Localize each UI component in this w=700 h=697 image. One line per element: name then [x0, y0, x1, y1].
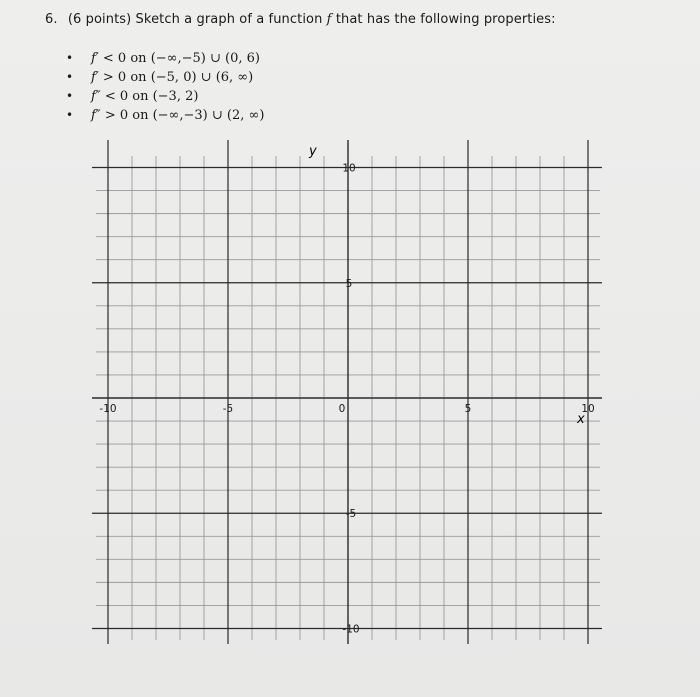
x-tick-label: -10 [99, 403, 117, 415]
y-tick-label: 10 [342, 162, 356, 175]
x-tick-label: 10 [581, 403, 595, 415]
property-relation: > 0 on [102, 70, 147, 85]
property-interval: on (−∞,−3) ∪ (2, ∞) [132, 108, 265, 123]
property-relation: < 0 [104, 89, 129, 104]
property-function: f′ [91, 51, 99, 66]
y-tick-label: -10 [342, 623, 360, 636]
bullet-icon: • [66, 108, 74, 122]
x-axis-label: x [577, 412, 585, 427]
tick-labels [99, 163, 594, 636]
y-axis-label: y [309, 144, 317, 159]
property-relation: < 0 on [102, 51, 147, 66]
bullet-icon: • [66, 51, 74, 65]
question-text-end: that has the following properties: [335, 12, 556, 27]
question-text-start: (6 points) Sketch a graph of a function [67, 12, 323, 27]
y-tick-label: 5 [345, 277, 353, 290]
property-interval: (−∞,−5) ∪ (0, 6) [150, 51, 260, 66]
property-interval: (−5, 0) ∪ (6, ∞) [150, 70, 254, 85]
bullet-icon: • [66, 89, 74, 103]
property-relation: > 0 [104, 108, 129, 123]
x-tick-label: -5 [222, 403, 234, 415]
property-interval: on (−3, 2) [132, 89, 199, 104]
property-function: f″ [91, 108, 101, 123]
question-number: 6. [45, 12, 58, 27]
major-gridlines [92, 140, 602, 644]
bullet-icon: • [66, 70, 74, 84]
y-tick-label: -5 [345, 508, 357, 521]
property-function: f′ [91, 70, 99, 85]
x-tick-label: 5 [464, 403, 472, 415]
function-symbol: f [326, 12, 332, 27]
x-tick-label: 0 [338, 403, 346, 415]
property-function: f″ [91, 89, 101, 104]
